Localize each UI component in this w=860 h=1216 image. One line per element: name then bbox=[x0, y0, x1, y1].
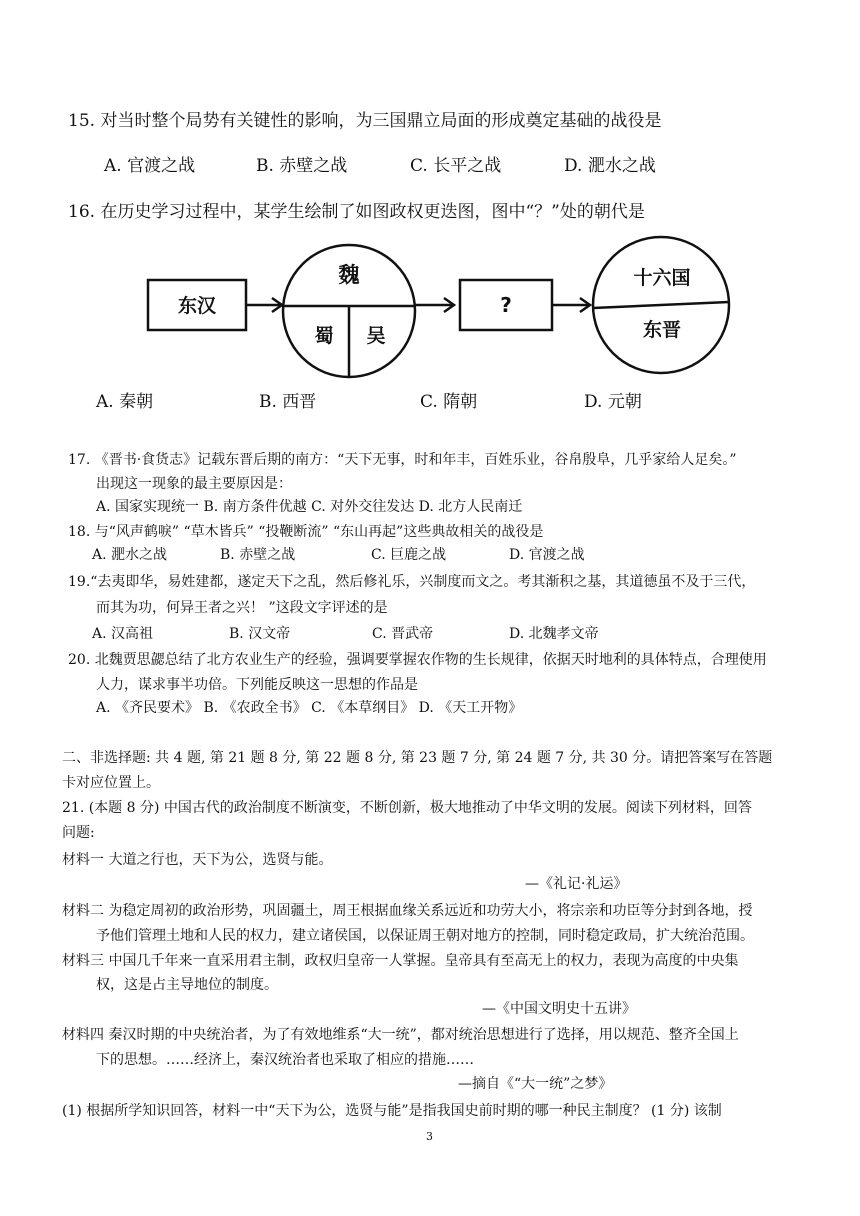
q15-option-b: B. 赤壁之战 bbox=[256, 156, 348, 176]
q16-stem: 16. 在历史学习过程中，某学生绘制了如图政权更迭图，图中“？”处的朝代是 bbox=[68, 202, 645, 222]
q18-option-a: A. 淝水之战 bbox=[92, 547, 168, 563]
q16-option-c: C. 隋朝 bbox=[420, 392, 478, 412]
label-wu: 吴 bbox=[366, 325, 386, 347]
q21-material4-source: —摘自《“大一统”之梦》 bbox=[458, 1076, 613, 1092]
section2-heading-line1: 二、非选择题: 共 4 题, 第 21 题 8 分, 第 22 题 8 分, 第 23 题 7 分, 第 24 题 7 分, 共 30 分。请把答案写在答题 bbox=[62, 750, 773, 766]
q19-stem-line2: 而其为功，何异王者之兴！ ”这段文字评述的是 bbox=[96, 600, 388, 616]
q21-material4-line1: 材料四 秦汉时期的中央统治者，为了有效地维系“大一统”，都对统治思想进行了选择，用以规范、整齐全国上 bbox=[62, 1027, 739, 1043]
label-donghan: 东汉 bbox=[177, 295, 217, 317]
q19-option-b: B. 汉文帝 bbox=[229, 626, 291, 642]
label-unknown: ? bbox=[500, 293, 512, 317]
q21-material2-line2: 予他们管理土地和人民的权力，建立诸侯国，以保证周王朝对地方的控制，同时稳定政局，扩大统治范围。 bbox=[96, 928, 754, 944]
label-sixteen-kingdoms: 十六国 bbox=[633, 267, 691, 289]
q21-stem-line2: 问题: bbox=[62, 825, 95, 841]
q16-option-b: B. 西晋 bbox=[259, 392, 317, 412]
q15-option-d: D. 淝水之战 bbox=[564, 156, 656, 176]
q21-stem-line1: 21. (本题 8 分) 中国古代的政治制度不断演变，不断创新，极大地推动了中华文明的发展。阅读下列材料，回答 bbox=[62, 800, 752, 816]
q18-option-b: B. 赤壁之战 bbox=[220, 547, 296, 563]
label-wei: 魏 bbox=[338, 263, 360, 287]
q21-material1: 材料一 大道之行也，天下为公，选贤与能。 bbox=[62, 852, 333, 868]
q17-stem-line1: 17. 《晋书·食货志》记载东晋后期的南方：“天下无事，时和年丰，百姓乐业，谷帛殷阜，几乎家给人足矣。” bbox=[68, 452, 737, 468]
section2-heading-line2: 卡对应位置上。 bbox=[62, 775, 160, 791]
q19-stem-line1: 19.“去夷即华，易姓建都，遂定天下之乱，然后修礼乐，兴制度而文之。考其渐积之基，其道德虽不及于三代， bbox=[68, 574, 756, 590]
q20-stem-line1: 20. 北魏贾思勰总结了北方农业生产的经验，强调要掌握农作物的生长规律，依据天时地利的具体特点，合理使用 bbox=[68, 652, 767, 668]
q17-stem-line2: 出现这一现象的最主要原因是： bbox=[96, 476, 292, 492]
page-number: 3 bbox=[426, 1130, 433, 1143]
q15-option-a: A. 官渡之战 bbox=[104, 156, 196, 176]
q21-material3-line2: 权，这是占主导地位的制度。 bbox=[96, 977, 278, 993]
q16-option-a: A. 秦朝 bbox=[96, 392, 154, 412]
q19-option-d: D. 北魏孝文帝 bbox=[509, 626, 599, 642]
q21-material1-source: —《礼记·礼运》 bbox=[525, 876, 628, 892]
q21-material4-line2: 下的思想。……经济上，秦汉统治者也采取了相应的措施…… bbox=[96, 1052, 474, 1068]
q20-options: A. 《齐民要术》 B. 《农政全书》 C. 《本草纲目》 D. 《天工开物》 bbox=[96, 700, 523, 716]
q18-option-d: D. 官渡之战 bbox=[509, 547, 585, 563]
label-dongjin: 东晋 bbox=[642, 319, 682, 341]
q19-option-a: A. 汉高祖 bbox=[92, 626, 154, 642]
q21-material3-source: —《中国文明史十五讲》 bbox=[482, 1001, 636, 1017]
regime-change-diagram bbox=[140, 232, 740, 382]
q16-option-d: D. 元朝 bbox=[584, 392, 642, 412]
label-shu: 蜀 bbox=[314, 325, 334, 347]
q20-stem-line2: 人力，谋求事半功倍。下列能反映这一思想的作品是 bbox=[96, 677, 418, 693]
q21-material2-line1: 材料二 为稳定周初的政治形势，巩固疆土，周王根据血缘关系远近和功劳大小，将宗亲和功臣等分封到各地，授 bbox=[62, 903, 753, 919]
q21-subquestion1: (1) 根据所学知识回答，材料一中“天下为公，选贤与能”是指我国史前时期的哪一种民主制度？ (1 分) 该制 bbox=[62, 1103, 722, 1119]
q17-options: A. 国家实现统一 B. 南方条件优越 C. 对外交往发达 D. 北方人民南迁 bbox=[96, 499, 523, 515]
q15-option-c: C. 长平之战 bbox=[410, 156, 502, 176]
q19-option-c: C. 晋武帝 bbox=[372, 626, 434, 642]
q21-material3-line1: 材料三 中国几千年来一直采用君主制，政权归皇帝一人掌握。皇帝具有至高无上的权力，表现为高度的中央集 bbox=[62, 953, 739, 969]
q15-stem: 15. 对当时整个局势有关键性的影响，为三国鼎立局面的形成奠定基础的战役是 bbox=[68, 111, 662, 131]
q18-stem: 18. 与“风声鹤唳” “草木皆兵” “投鞭断流” “东山再起”这些典故相关的战役是 bbox=[68, 524, 544, 540]
q18-option-c: C. 巨鹿之战 bbox=[371, 547, 447, 563]
